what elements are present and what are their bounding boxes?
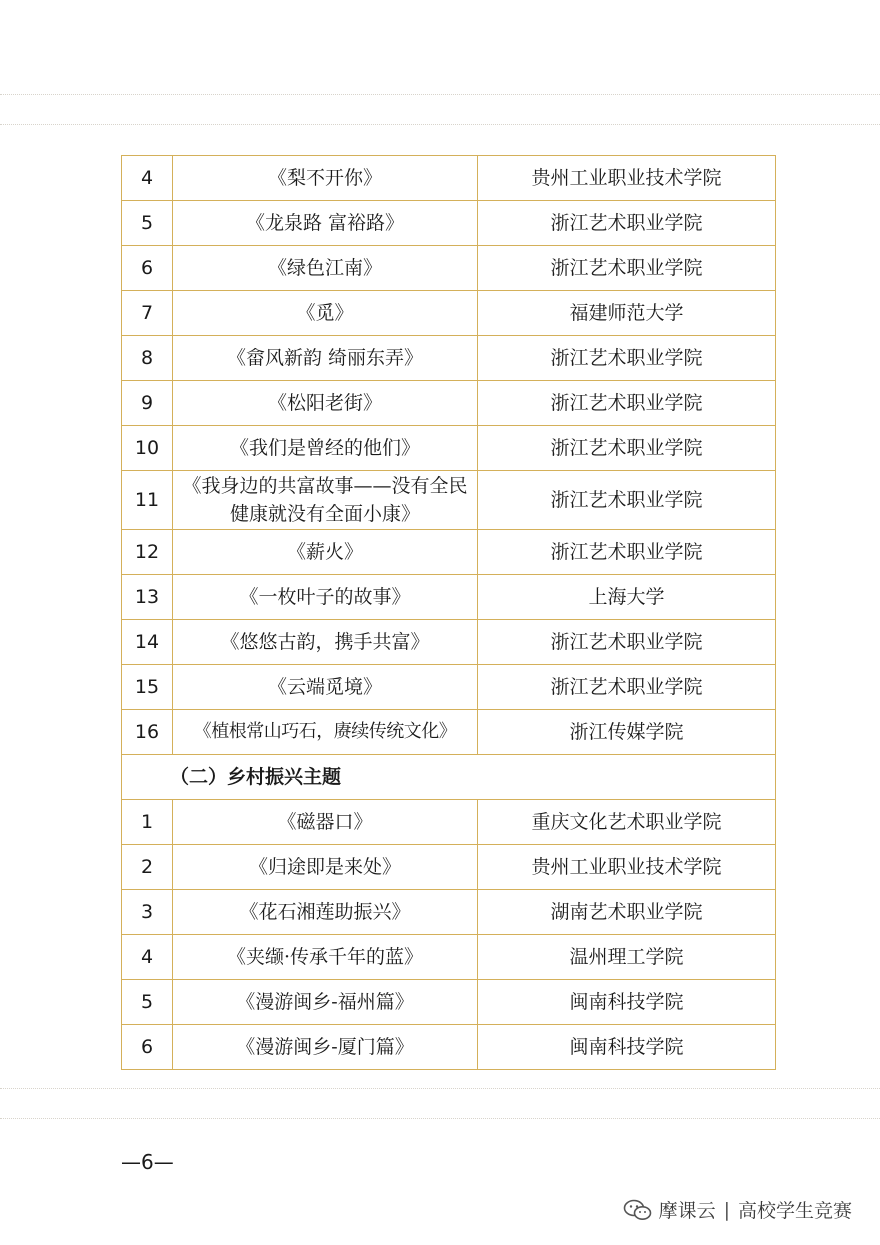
table-row xyxy=(122,471,776,530)
work-title: 《薪火》 xyxy=(173,530,478,575)
table-row xyxy=(122,800,776,845)
watermark-separator: | xyxy=(723,1198,730,1221)
work-title: 《漫游闽乡-福州篇》 xyxy=(173,980,478,1025)
section-heading: （二）乡村振兴主题 xyxy=(122,755,776,800)
row-number: 5 xyxy=(122,980,173,1025)
work-title: 《漫游闽乡-厦门篇》 xyxy=(173,1025,478,1070)
row-number: 4 xyxy=(122,935,173,980)
table-row xyxy=(122,845,776,890)
table-row xyxy=(122,575,776,620)
row-number: 14 xyxy=(122,620,173,665)
school-name: 贵州工业职业技术学院 xyxy=(478,156,776,201)
watermark xyxy=(623,1196,852,1223)
work-title: 《龙泉路 富裕路》 xyxy=(173,201,478,246)
table-row xyxy=(122,291,776,336)
work-title: 《磁器口》 xyxy=(173,800,478,845)
work-title: 《畲风新韵 绮丽东弄》 xyxy=(173,336,478,381)
school-name: 浙江艺术职业学院 xyxy=(478,381,776,426)
dotted-rule xyxy=(0,124,880,125)
dotted-rule xyxy=(0,1088,880,1089)
table-row xyxy=(122,336,776,381)
work-title: 《一枚叶子的故事》 xyxy=(173,575,478,620)
table-row xyxy=(122,980,776,1025)
work-title: 《梨不开你》 xyxy=(173,156,478,201)
work-title: 《绿色江南》 xyxy=(173,246,478,291)
table-row xyxy=(122,665,776,710)
school-name: 贵州工业职业技术学院 xyxy=(478,845,776,890)
page-number: —6— xyxy=(121,1150,174,1174)
watermark-name: 高校学生竞赛 xyxy=(737,1200,852,1222)
results-table xyxy=(121,155,776,1070)
section-row xyxy=(122,755,776,800)
row-number: 2 xyxy=(122,845,173,890)
work-title: 《我身边的共富故事——没有全民健康就没有全面小康》 xyxy=(173,471,478,530)
school-name: 福建师范大学 xyxy=(478,291,776,336)
wechat-icon xyxy=(623,1198,653,1222)
work-title: 《我们是曾经的他们》 xyxy=(173,426,478,471)
row-number: 1 xyxy=(122,800,173,845)
school-name: 浙江艺术职业学院 xyxy=(478,665,776,710)
row-number: 6 xyxy=(122,1025,173,1070)
row-number: 7 xyxy=(122,291,173,336)
school-name: 闽南科技学院 xyxy=(478,980,776,1025)
school-name: 浙江艺术职业学院 xyxy=(478,620,776,665)
row-number: 5 xyxy=(122,201,173,246)
table-row xyxy=(122,426,776,471)
work-title: 《云端觅境》 xyxy=(173,665,478,710)
work-title: 《植根常山巧石，赓续传统文化》 xyxy=(173,710,478,755)
dotted-rule xyxy=(0,1118,880,1119)
row-number: 12 xyxy=(122,530,173,575)
row-number: 10 xyxy=(122,426,173,471)
table-row xyxy=(122,890,776,935)
school-name: 浙江艺术职业学院 xyxy=(478,530,776,575)
table-row xyxy=(122,1025,776,1070)
school-name: 浙江艺术职业学院 xyxy=(478,471,776,530)
work-title: 《悠悠古韵，携手共富》 xyxy=(173,620,478,665)
row-number: 8 xyxy=(122,336,173,381)
table-row xyxy=(122,156,776,201)
table-row xyxy=(122,710,776,755)
table-row xyxy=(122,246,776,291)
school-name: 闽南科技学院 xyxy=(478,1025,776,1070)
dotted-rule xyxy=(0,94,880,95)
school-name: 湖南艺术职业学院 xyxy=(478,890,776,935)
table-row xyxy=(122,620,776,665)
school-name: 浙江艺术职业学院 xyxy=(478,336,776,381)
watermark-brand: 摩课云 xyxy=(658,1200,716,1222)
table-row xyxy=(122,935,776,980)
work-title: 《夹缬·传承千年的蓝》 xyxy=(173,935,478,980)
school-name: 浙江艺术职业学院 xyxy=(478,201,776,246)
row-number: 13 xyxy=(122,575,173,620)
row-number: 9 xyxy=(122,381,173,426)
school-name: 浙江艺术职业学院 xyxy=(478,246,776,291)
work-title: 《松阳老街》 xyxy=(173,381,478,426)
school-name: 温州理工学院 xyxy=(478,935,776,980)
row-number: 6 xyxy=(122,246,173,291)
row-number: 3 xyxy=(122,890,173,935)
school-name: 浙江艺术职业学院 xyxy=(478,426,776,471)
row-number: 4 xyxy=(122,156,173,201)
school-name: 重庆文化艺术职业学院 xyxy=(478,800,776,845)
row-number: 11 xyxy=(122,471,173,530)
school-name: 上海大学 xyxy=(478,575,776,620)
work-title: 《花石湘莲助振兴》 xyxy=(173,890,478,935)
school-name: 浙江传媒学院 xyxy=(478,710,776,755)
table-row xyxy=(122,201,776,246)
work-title: 《觅》 xyxy=(173,291,478,336)
work-title: 《归途即是来处》 xyxy=(173,845,478,890)
row-number: 15 xyxy=(122,665,173,710)
row-number: 16 xyxy=(122,710,173,755)
table-row xyxy=(122,530,776,575)
table-row xyxy=(122,381,776,426)
